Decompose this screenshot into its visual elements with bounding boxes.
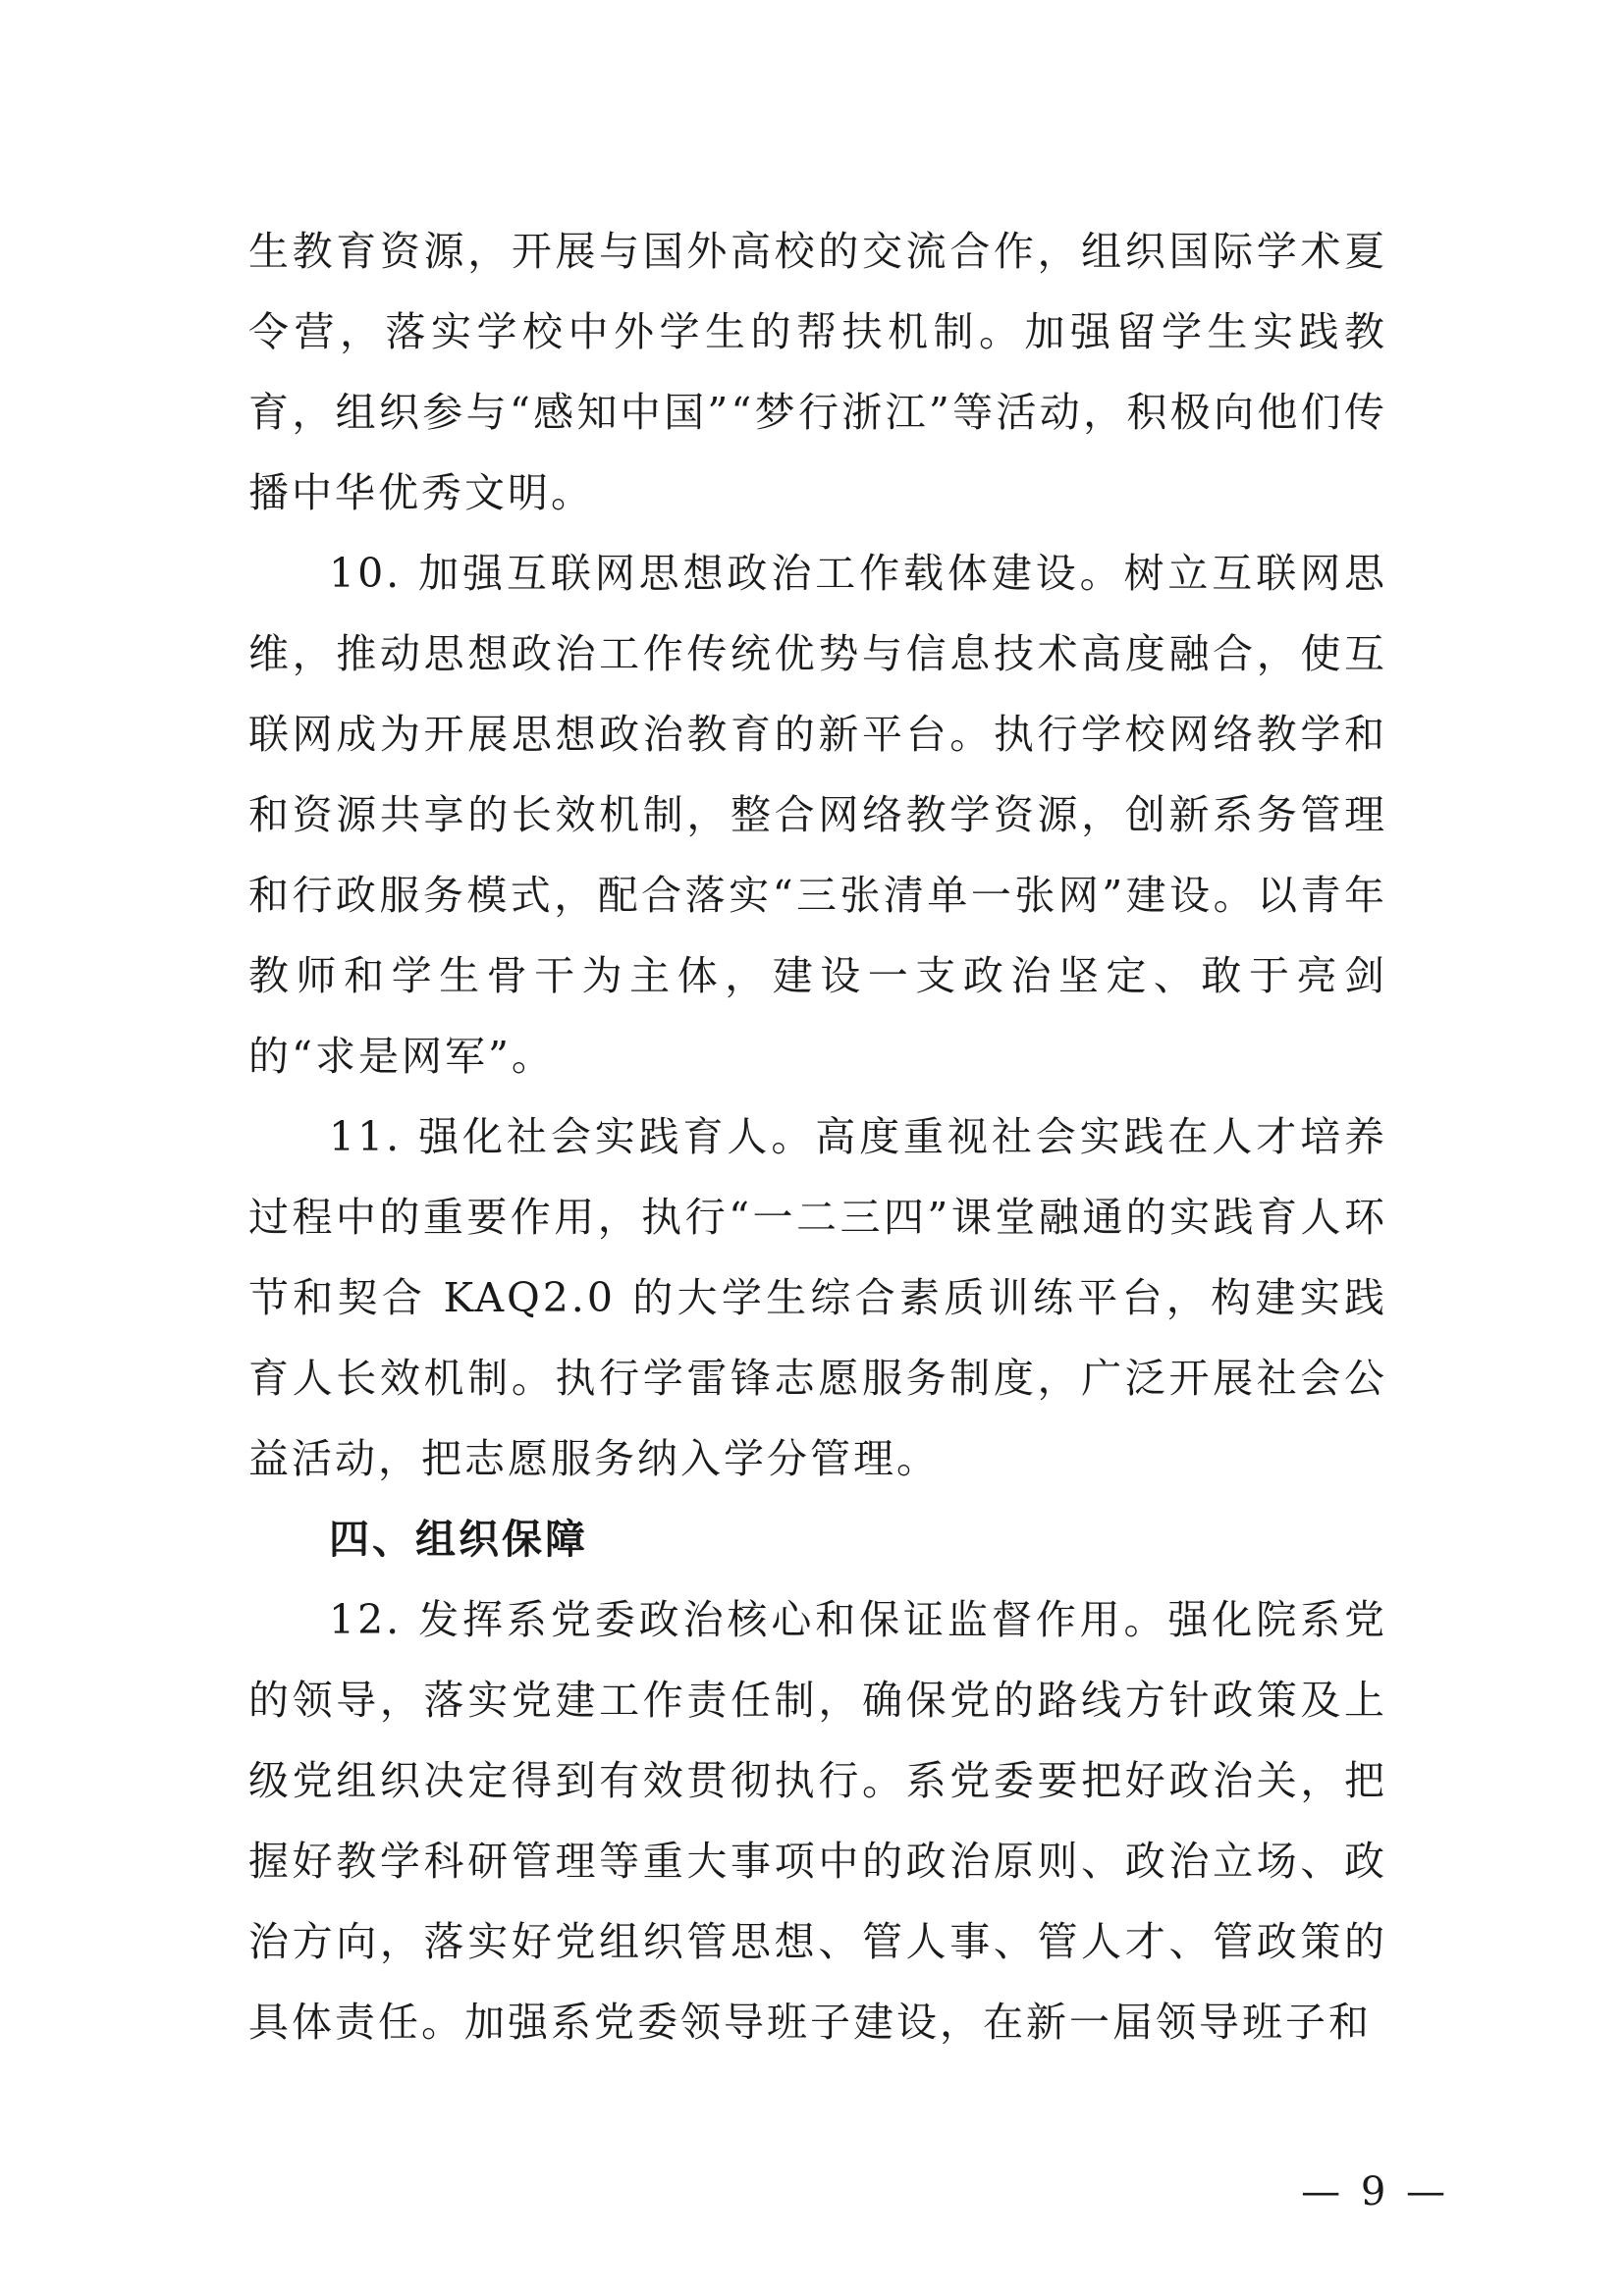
- document-body: [248, 211, 1387, 2062]
- paragraph-item-11: 11. 强化社会实践育人。高度重视社会实践在人才培养过程中的重要作用，执行“一二三四”课堂融通的实践育人环节和契合 KAQ2.0 的大学生综合素质训练平台，构建实践育人长效机制。执行学雷锋志愿服务制度，广泛开展社会公益活动，把志愿服务纳入学分管理。: [248, 1113, 1387, 1482]
- paragraph-item-10: 10. 加强互联网思想政治工作载体建设。树立互联网思维，推动思想政治工作传统优势与信息技术高度融合，使互联网成为开展思想政治教育的新平台。执行学校网络教学和和资源共享的长效机制，整合网络教学资源，创新系务管理和行政服务模式，配合落实“三张清单一张网”建设。以青年教师和学生骨干为主体，建设一支政治坚定、敢于亮剑的“求是网军”。: [248, 550, 1387, 1080]
- section-heading: 四、组织保障: [329, 1516, 588, 1563]
- paragraph-item-12: 12. 发挥系党委政治核心和保证监督作用。强化院系党的领导，落实党建工作责任制，确保党的路线方针政策及上级党组织决定得到有效贯彻执行。系党委要把好政治关，把握好教学科研管理等重大事项中的政治原则、政治立场、政治方向，落实好党组织管思想、管人事、管人才、管政策的具体责任。加强系党委领导班子建设，在新一届领导班子和: [248, 1596, 1387, 2046]
- paragraph-continued: 生教育资源，开展与国外高校的交流合作，组织国际学术夏令营，落实学校中外学生的帮扶机制。加强留学生实践教育，组织参与“感知中国”“梦行浙江”等活动，积极向他们传播中华优秀文明。: [248, 228, 1387, 516]
- page-number: — 9 —: [1301, 2169, 1449, 2215]
